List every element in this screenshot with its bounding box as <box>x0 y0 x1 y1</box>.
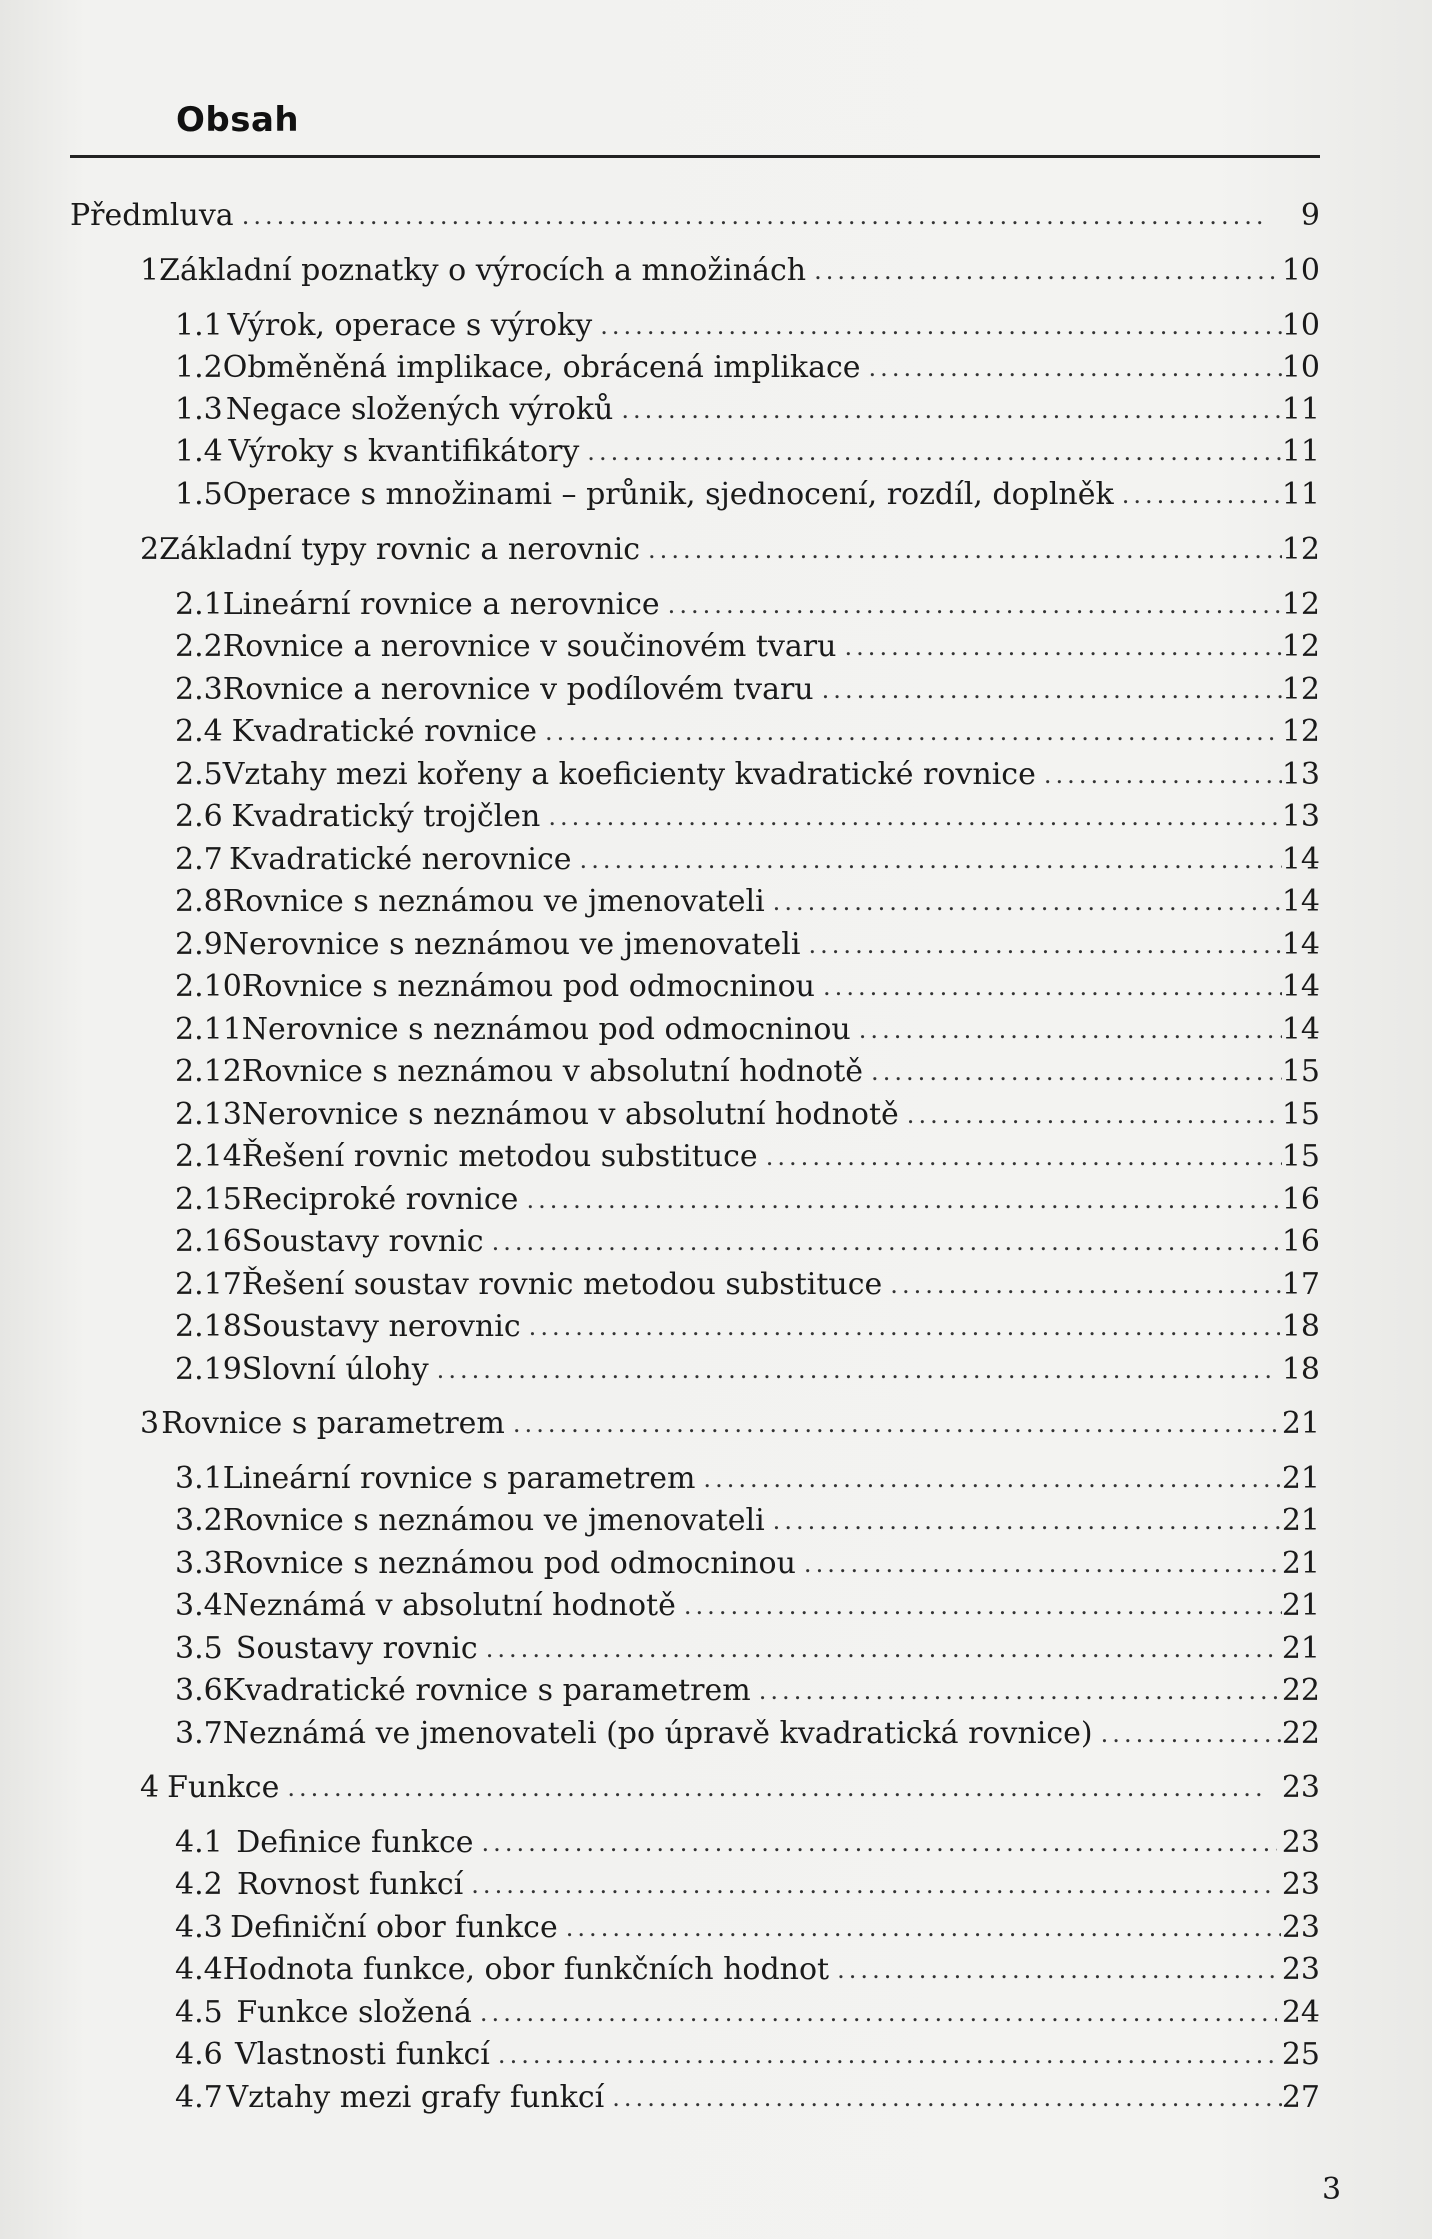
toc-entry-number: 2.2 <box>175 629 223 664</box>
dot-leader <box>600 311 1282 346</box>
toc-entry-page: 18 <box>1281 1352 1320 1387</box>
toc-entry-page: 21 <box>1281 1631 1321 1666</box>
toc-entry-page: 12 <box>1281 714 1321 749</box>
toc-entry-number: 2.15 <box>175 1182 242 1217</box>
toc-section <box>175 967 1320 1007</box>
toc-entry-page: 24 <box>1281 1995 1320 2030</box>
toc-entry-page: 16 <box>1281 1224 1320 1259</box>
toc-entry-page: 14 <box>1281 884 1320 919</box>
toc-entry-number: 2.9 <box>175 927 223 962</box>
toc-section <box>175 1993 1320 2033</box>
toc-entry-number: 2.14 <box>175 1139 242 1174</box>
toc-section <box>175 1010 1320 1050</box>
toc-section <box>175 1052 1320 1092</box>
toc-entry-title: Vztahy mezi kořeny a koeficienty kvadratické rovnice <box>222 757 1036 792</box>
toc-entry-page: 22 <box>1281 1673 1320 1708</box>
dot-leader <box>837 1955 1282 1990</box>
dot-leader <box>814 256 1282 291</box>
toc-entry-title: Lineární rovnice a nerovnice <box>222 587 660 622</box>
toc-entry-title: Rovnice s neznámou v absolutní hodnotě <box>241 1054 864 1089</box>
dot-leader <box>482 1828 1278 1863</box>
toc-section <box>175 1865 1320 1905</box>
toc-entry-page: 23 <box>1281 1910 1320 1945</box>
toc-entry-number: 1.3 <box>175 392 223 427</box>
toc-entry-number: 4.3 <box>175 1910 223 1945</box>
toc-entry-number: 2.1 <box>175 587 223 622</box>
toc-entry-page: 10 <box>1281 308 1320 343</box>
dot-leader <box>684 1591 1282 1626</box>
toc-section <box>175 925 1320 965</box>
toc-entry-page: 13 <box>1281 799 1320 834</box>
dot-leader <box>612 2083 1282 2118</box>
dot-leader <box>545 717 1280 752</box>
toc-entry-number: 2.7 <box>175 842 223 877</box>
toc-entry-page: 17 <box>1281 1267 1320 1302</box>
toc-entry-title: Neznámá ve jmenovateli (po úpravě kvadratická rovnice) <box>222 1716 1093 1751</box>
toc-chapter <box>140 530 1320 570</box>
toc-entry-number: 2.18 <box>175 1309 242 1344</box>
dot-leader <box>759 1676 1282 1711</box>
dot-leader <box>566 1913 1282 1948</box>
dot-leader <box>548 802 1280 837</box>
dot-leader <box>907 1100 1282 1135</box>
dot-leader <box>526 1185 1279 1220</box>
toc-entry-number: 2.6 <box>175 799 223 834</box>
dot-leader <box>492 1227 1278 1262</box>
toc-entry-page: 21 <box>1281 1461 1320 1496</box>
dot-leader <box>587 437 1282 472</box>
toc-entry-number: 4.6 <box>175 2037 223 2072</box>
toc-entry-page: 15 <box>1281 1139 1320 1174</box>
toc-section <box>175 1586 1320 1626</box>
toc-section <box>175 432 1320 472</box>
toc-entry-number: 1.2 <box>175 350 223 385</box>
toc-section <box>175 755 1320 795</box>
toc-section <box>175 882 1320 922</box>
toc-entry-title: Slovní úlohy <box>241 1352 429 1387</box>
toc-entry-title: Základní typy rovnic a nerovnic <box>159 532 641 567</box>
toc-entry-number: 2.17 <box>175 1267 242 1302</box>
toc-entry-number: 2 <box>140 532 160 567</box>
toc-section <box>175 1501 1320 1541</box>
toc-entry-number: 3.1 <box>175 1461 223 1496</box>
toc-section <box>175 1544 1320 1584</box>
dot-leader <box>480 1998 1277 2033</box>
dot-leader <box>486 1634 1278 1669</box>
toc-entry-number: 3 <box>140 1406 160 1441</box>
toc-entry-page: 18 <box>1281 1309 1320 1344</box>
toc-section <box>175 1222 1320 1262</box>
toc-entry-title: Rovnost funkcí <box>236 1867 464 1902</box>
toc-entry-title: Obměněná implikace, obrácená implikace <box>222 350 861 385</box>
toc-entry-number: 4.1 <box>175 1825 223 1860</box>
dot-leader <box>498 2040 1278 2075</box>
toc-entry-page: 27 <box>1281 2080 1320 2115</box>
toc-entry-page: 14 <box>1281 969 1320 1004</box>
dot-leader <box>287 1773 1267 1808</box>
dot-leader <box>648 535 1282 570</box>
toc-entry-page: 10 <box>1281 350 1320 385</box>
toc-entry-number: 2.13 <box>175 1097 242 1132</box>
toc-chapter <box>140 1768 1320 1808</box>
toc-entry-title: Rovnice s neznámou ve jmenovateli <box>222 1503 765 1538</box>
toc-entry-number: 2.10 <box>175 969 242 1004</box>
toc-entry-title: Nerovnice s neznámou ve jmenovateli <box>222 927 801 962</box>
toc-section <box>175 840 1320 880</box>
toc-entry-number: 2.4 <box>175 714 223 749</box>
dot-leader <box>703 1464 1281 1499</box>
toc-entry-number: 2.5 <box>175 757 223 792</box>
toc-entry-page: 11 <box>1281 434 1320 469</box>
dot-leader <box>859 1015 1282 1050</box>
toc-entry-page: 22 <box>1281 1716 1320 1751</box>
toc-entry-page: 21 <box>1281 1406 1321 1441</box>
toc-entry-page: 25 <box>1281 2037 1321 2072</box>
page-number: 3 <box>1322 2172 1342 2207</box>
toc-entry-number: 1.5 <box>175 477 223 512</box>
toc-entry-title: Reciproké rovnice <box>241 1182 519 1217</box>
toc-entry-title: Kvadratický trojčlen <box>231 799 541 834</box>
toc-entry-title: Řešení rovnic metodou substituce <box>241 1139 758 1174</box>
toc-chapter <box>140 1404 1320 1444</box>
dot-leader <box>869 353 1282 388</box>
toc-entry-number: 2.3 <box>175 672 223 707</box>
toc-entry-number: 1.4 <box>175 434 223 469</box>
toc-section <box>175 1265 1320 1305</box>
toc-entry-number: 2.16 <box>175 1224 242 1259</box>
toc-section <box>175 1671 1320 1711</box>
toc-section <box>175 585 1320 625</box>
dot-leader <box>871 1057 1282 1092</box>
toc-entry-title: Vztahy mezi grafy funkcí <box>226 2080 605 2115</box>
toc-entry-title: Základní poznatky o výrocích a množinách <box>159 253 807 288</box>
toc-entry-page: 15 <box>1281 1097 1320 1132</box>
toc-entry-title: Operace s množinami – průnik, sjednocení, rozdíl, doplněk <box>222 477 1114 512</box>
toc-section <box>175 1459 1320 1499</box>
toc-entry-page: 10 <box>1281 253 1320 288</box>
toc-entry-number: 1 <box>140 253 160 288</box>
toc-entry-title: Lineární rovnice s parametrem <box>222 1461 696 1496</box>
toc-entry-page: 15 <box>1281 1054 1320 1089</box>
toc-entry-title: Kvadratické rovnice <box>231 714 537 749</box>
toc-entry-title: Definice funkce <box>236 1825 474 1860</box>
toc-chapter <box>140 251 1320 291</box>
toc-entry-title: Předmluva <box>70 198 234 233</box>
dot-leader <box>580 845 1282 880</box>
toc-entry-title: Řešení soustav rovnic metodou substituce <box>241 1267 883 1302</box>
dot-leader <box>513 1409 1279 1444</box>
toc-entry-title: Rovnice s neznámou ve jmenovateli <box>222 884 765 919</box>
toc-section <box>175 1823 1320 1863</box>
toc-section <box>175 627 1320 667</box>
toc-entry-page: 23 <box>1281 1952 1320 1987</box>
toc-entry-title: Rovnice a nerovnice v podílovém tvaru <box>222 672 814 707</box>
toc-entry-title: Vlastnosti funkcí <box>235 2037 490 2072</box>
toc-section <box>175 1137 1320 1177</box>
toc-section <box>175 1950 1320 1990</box>
dot-leader <box>668 590 1282 625</box>
toc-entry-page: 11 <box>1281 477 1320 512</box>
toc-entry-page: 23 <box>1281 1867 1320 1902</box>
toc-entry-title: Výroky s kvantifikátory <box>228 434 580 469</box>
toc-entry-number: 3.7 <box>175 1716 223 1751</box>
toc-entry-page: 16 <box>1281 1182 1320 1217</box>
toc-entry-title: Funkce <box>167 1770 280 1805</box>
toc-entry-title: Definiční obor funkce <box>230 1910 558 1945</box>
toc-entry-title: Negace složených výroků <box>225 392 614 427</box>
toc-section <box>175 306 1320 346</box>
toc-entry-title: Neznámá v absolutní hodnotě <box>222 1588 676 1623</box>
dot-leader <box>804 1549 1282 1584</box>
toc-section <box>175 712 1320 752</box>
page-title: Obsah <box>176 100 300 140</box>
toc-entry-title: Rovnice a nerovnice v součinovém tvaru <box>222 629 837 664</box>
toc-entry-number: 4.7 <box>175 2080 223 2115</box>
toc-entry-title: Kvadratické nerovnice <box>229 842 572 877</box>
dot-leader <box>242 201 1265 236</box>
toc-section <box>175 1307 1320 1347</box>
toc-entry-page: 13 <box>1281 757 1320 792</box>
toc-section <box>175 1714 1320 1754</box>
dot-leader <box>808 930 1281 965</box>
toc-section <box>175 475 1320 515</box>
toc-entry-page: 23 <box>1281 1770 1320 1805</box>
toc-section <box>175 2035 1320 2075</box>
dot-leader <box>437 1355 1275 1390</box>
toc-entry-title: Výrok, operace s výroky <box>227 308 593 343</box>
toc-entry-page: 12 <box>1281 629 1320 664</box>
toc-section <box>175 1095 1320 1135</box>
toc-section <box>175 390 1320 430</box>
toc-entry-title: Kvadratické rovnice s parametrem <box>222 1673 751 1708</box>
toc-entry-title: Soustavy nerovnic <box>241 1309 521 1344</box>
toc-entry-title: Rovnice s neznámou pod odmocninou <box>222 1546 796 1581</box>
toc-entry-title: Nerovnice s neznámou pod odmocninou <box>241 1012 851 1047</box>
toc-entry-page: 23 <box>1281 1825 1320 1860</box>
title-rule <box>70 155 1320 158</box>
toc-section <box>175 797 1320 837</box>
toc-entry-title: Nerovnice s neznámou v absolutní hodnotě <box>241 1097 899 1132</box>
toc-entry-number: 2.12 <box>175 1054 242 1089</box>
toc-entry-page: 14 <box>1281 1012 1320 1047</box>
toc-section <box>175 1180 1320 1220</box>
toc-section <box>175 670 1320 710</box>
toc-section <box>175 1908 1320 1948</box>
toc-section <box>175 1629 1320 1669</box>
toc-entry-title: Rovnice s neznámou pod odmocninou <box>241 969 815 1004</box>
toc-entry-title: Soustavy rovnic <box>241 1224 484 1259</box>
toc-section <box>175 1350 1320 1390</box>
toc-entry-number: 4 <box>140 1770 160 1805</box>
toc-entry-title: Funkce složená <box>236 1995 472 2030</box>
dot-leader <box>471 1870 1276 1905</box>
toc-entry-page: 9 <box>1300 198 1320 233</box>
dot-leader <box>766 1142 1282 1177</box>
toc-entry-number: 2.11 <box>175 1012 242 1047</box>
dot-leader <box>773 887 1282 922</box>
toc-entry-page: 12 <box>1281 532 1320 567</box>
toc-entry-page: 14 <box>1281 927 1320 962</box>
toc-section <box>175 348 1320 388</box>
toc-section <box>175 2078 1320 2118</box>
dot-leader <box>1044 760 1282 795</box>
toc-entry-title: Soustavy rovnic <box>235 1631 478 1666</box>
dot-leader <box>621 395 1281 430</box>
dot-leader <box>529 1312 1280 1347</box>
toc-entry-number: 4.4 <box>175 1952 223 1987</box>
toc-entry-page: 11 <box>1281 392 1320 427</box>
toc-entry-number: 4.2 <box>175 1867 223 1902</box>
toc-entry-title: Rovnice s parametrem <box>161 1406 505 1441</box>
dot-leader <box>844 632 1281 667</box>
toc-entry-number: 4.5 <box>175 1995 223 2030</box>
toc-entry-page: 21 <box>1281 1546 1320 1581</box>
toc-entry-number: 3.2 <box>175 1503 223 1538</box>
toc-entry-page: 21 <box>1281 1503 1320 1538</box>
dot-leader <box>822 675 1282 710</box>
dot-leader <box>773 1506 1282 1541</box>
toc-entry-page: 21 <box>1281 1588 1320 1623</box>
toc-entry-number: 3.5 <box>175 1631 223 1666</box>
toc-entry-page: 12 <box>1281 672 1320 707</box>
dot-leader <box>823 972 1282 1007</box>
dot-leader <box>1101 1719 1282 1754</box>
toc-entry-number: 2.8 <box>175 884 223 919</box>
toc-entry-title: Hodnota funkce, obor funkčních hodnot <box>222 1952 830 1987</box>
toc-entry-number: 2.19 <box>175 1352 242 1387</box>
dot-leader <box>1122 480 1282 515</box>
dot-leader <box>890 1270 1282 1305</box>
toc-entry-page: 12 <box>1281 587 1320 622</box>
toc-entry-number: 3.3 <box>175 1546 223 1581</box>
toc-entry-number: 3.6 <box>175 1673 223 1708</box>
toc-entry-number: 3.4 <box>175 1588 223 1623</box>
toc-entry-number: 1.1 <box>175 308 223 343</box>
toc-entry-page: 14 <box>1281 842 1320 877</box>
toc-preface <box>70 196 1320 236</box>
